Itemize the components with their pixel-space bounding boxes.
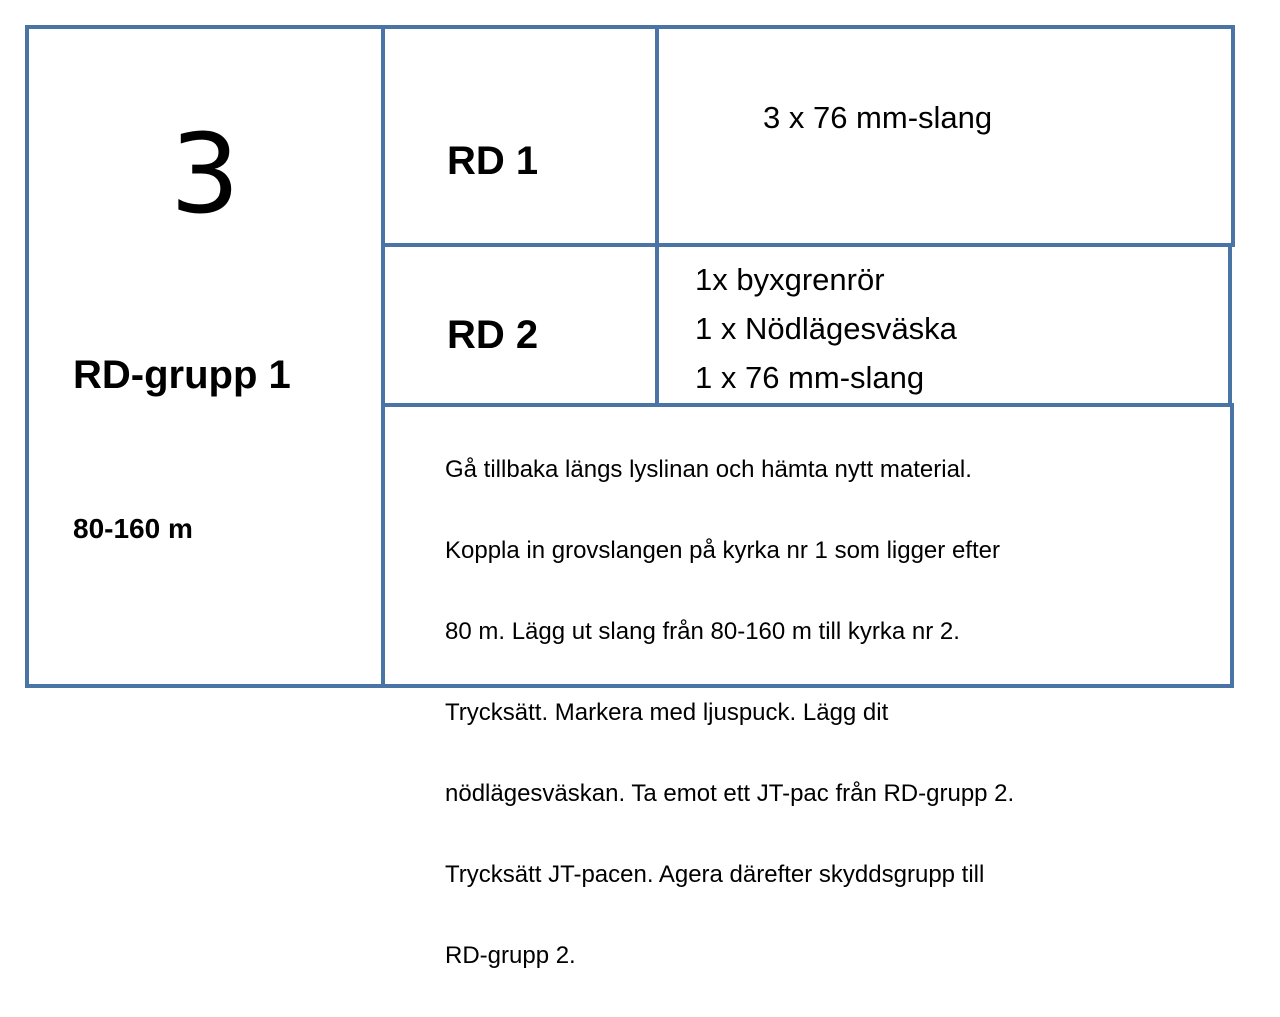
distance-range: 80-160 m (73, 513, 193, 544)
rd1-label-cell (381, 25, 659, 247)
equipment-item: 1 x Nödlägesväska (695, 311, 957, 346)
instruction-line: Trycksätt. Markera med ljuspuck. Lägg dit (445, 698, 889, 726)
rd2-label: RD 2 (447, 313, 539, 357)
rd1-equipment-cell (655, 25, 1235, 247)
group-number: 3 (170, 110, 240, 238)
instructions-text (445, 409, 1205, 1017)
equipment-item: 1 x 76 mm-slang (695, 360, 925, 395)
rd1-label: RD 1 (447, 139, 539, 183)
instruction-line: Trycksätt JT-pacen. Agera därefter skyddsgrupp till (445, 860, 985, 888)
equipment-item: 1x byxgrenrör (695, 262, 885, 297)
instruction-line: 80 m. Lägg ut slang från 80-160 m till kyrka nr 2. (445, 617, 960, 645)
instruction-line: nödlägesväskan. Ta emot ett JT-pac från RD-grupp 2. (445, 779, 1015, 807)
instruction-line: Koppla in grovslangen på kyrka nr 1 som ligger efter (445, 536, 1000, 564)
rd1-equipment: 3 x 76 mm-slang (763, 100, 993, 135)
rd2-equipment-cell (655, 243, 1232, 407)
instruction-line: RD-grupp 2. (445, 941, 576, 969)
group-name: RD-grupp 1 (73, 353, 291, 397)
group-card (25, 25, 385, 688)
rd2-equipment-list (695, 255, 957, 402)
instruction-line: Gå tillbaka längs lyslinan och hämta nytt material. (445, 455, 972, 483)
rd2-label-cell (381, 243, 659, 407)
instructions-cell (381, 403, 1234, 969)
